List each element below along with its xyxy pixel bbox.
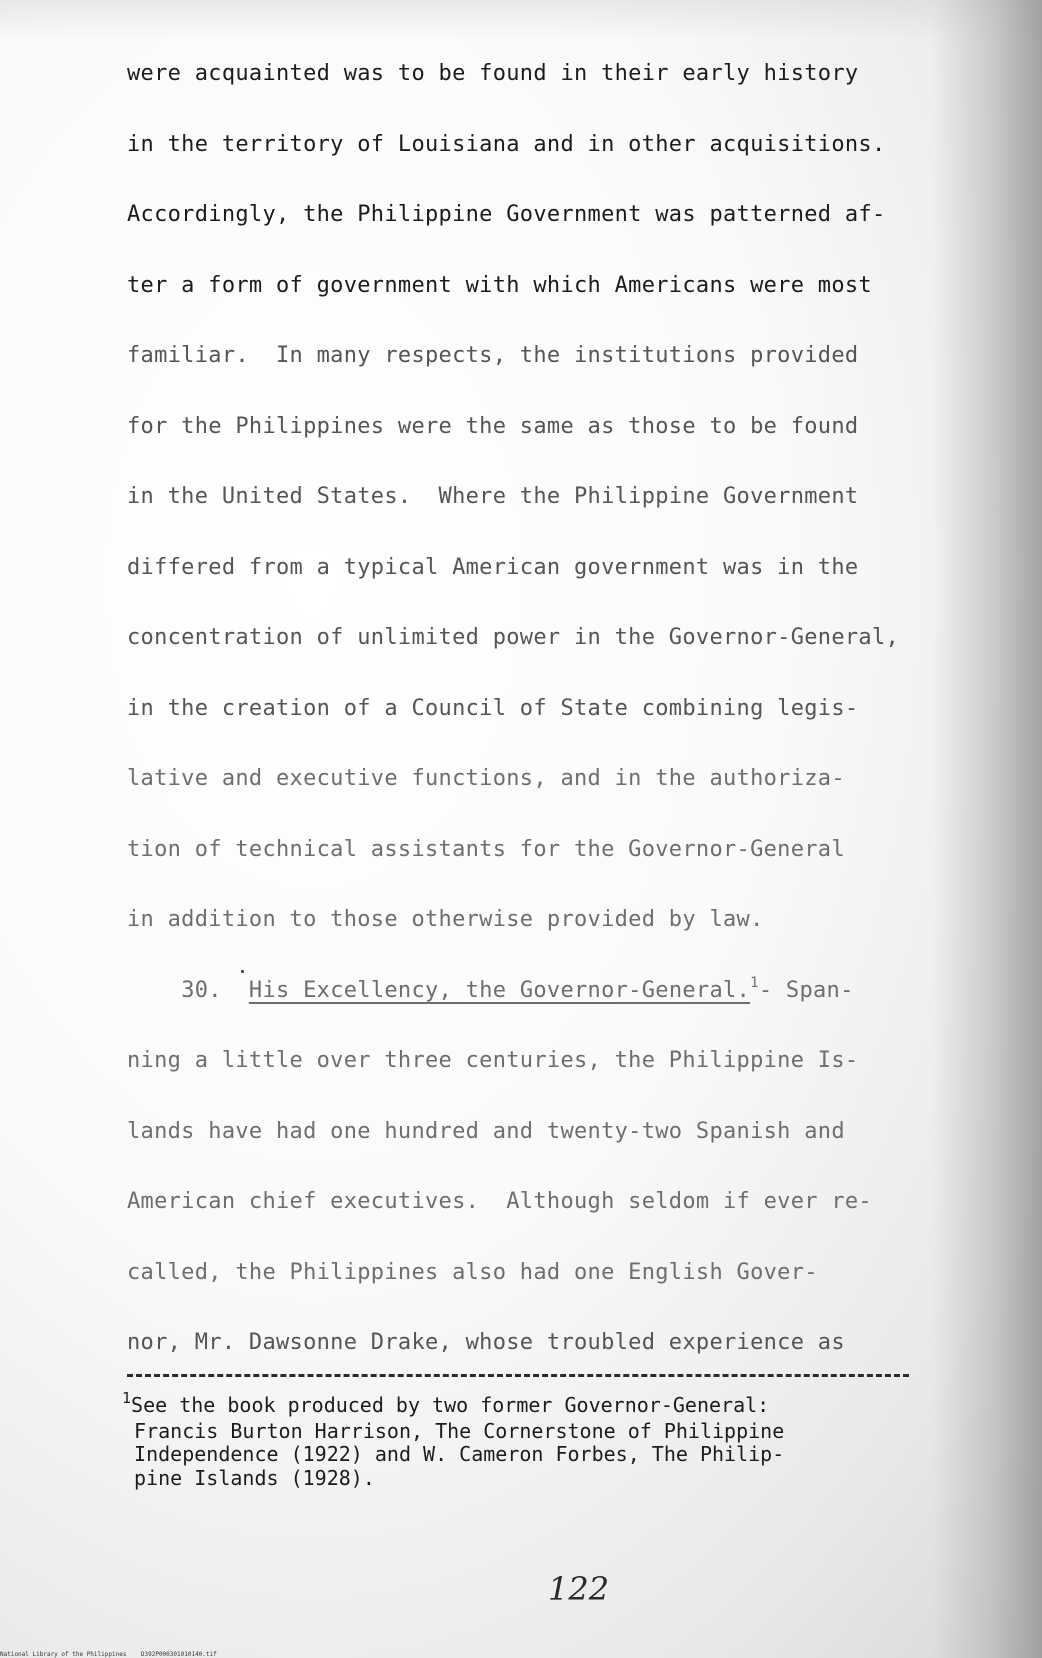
scan-shadow-top bbox=[0, 0, 1042, 40]
section-line: ning a little over three centuries, the Philippine Is- bbox=[127, 1048, 859, 1073]
scan-caption: National Library of the Philippines D392P000301010140.tif bbox=[0, 1651, 217, 1658]
body-line: were acquainted was to be found in their early history bbox=[127, 61, 859, 86]
body-line: lative and executive functions, and in the authoriza- bbox=[127, 766, 845, 791]
body-line: in the territory of Louisiana and in other acquisitions. bbox=[127, 131, 886, 157]
section-line: nor, Mr. Dawsonne Drake, whose troubled experience as bbox=[127, 1330, 845, 1355]
body-line: Accordingly, the Philippine Government was patterned af- bbox=[127, 202, 886, 227]
section-line: called, the Philippines also had one English Gover- bbox=[127, 1259, 818, 1285]
section-heading-line bbox=[127, 974, 987, 1048]
section-line: lands have had one hundred and twenty-two Spanish and bbox=[127, 1118, 845, 1144]
footnote-line: See the book produced by two former Governor-General: bbox=[131, 1393, 770, 1417]
body-line: in addition to those otherwise provided by law. bbox=[127, 907, 764, 932]
body-line: for the Philippines were the same as those to be found bbox=[127, 413, 859, 439]
footnote bbox=[122, 1389, 942, 1490]
page-number: 122 bbox=[548, 1570, 610, 1608]
footnote-separator bbox=[127, 1374, 909, 1377]
body-line: ter a form of government with which Americans were most bbox=[127, 272, 872, 298]
footnote-line: Independence (1922) and W. Cameron Forbes, The Philip- bbox=[122, 1442, 785, 1466]
body-line: in the creation of a Council of State combining legis- bbox=[127, 695, 859, 721]
section-heading: His Excellency, the Governor-General. bbox=[248, 977, 751, 1003]
footnote-reference: 1 bbox=[750, 974, 759, 991]
footnote-mark: 1 bbox=[122, 1389, 132, 1407]
body-line: differed from a typical American government was in the bbox=[127, 554, 859, 580]
section-number: 30. bbox=[181, 977, 222, 1003]
body-text bbox=[127, 60, 987, 1400]
body-line: concentration of unlimited power in the Governor-General, bbox=[127, 625, 900, 650]
body-line: in the United States. Where the Philippine Government bbox=[127, 484, 859, 509]
footnote-line: pine Islands (1928). bbox=[122, 1465, 375, 1490]
body-line: tion of technical assistants for the Governor-General bbox=[127, 836, 845, 862]
section-line: American chief executives. Although seldom if ever re- bbox=[127, 1189, 872, 1214]
footnote-line: Francis Burton Harrison, The Cornerstone of Philippine bbox=[122, 1418, 785, 1443]
body-line: familiar. In many respects, the institutions provided bbox=[127, 343, 859, 368]
scan-speck bbox=[241, 970, 244, 973]
section-heading-tail: - Span- bbox=[758, 977, 854, 1003]
